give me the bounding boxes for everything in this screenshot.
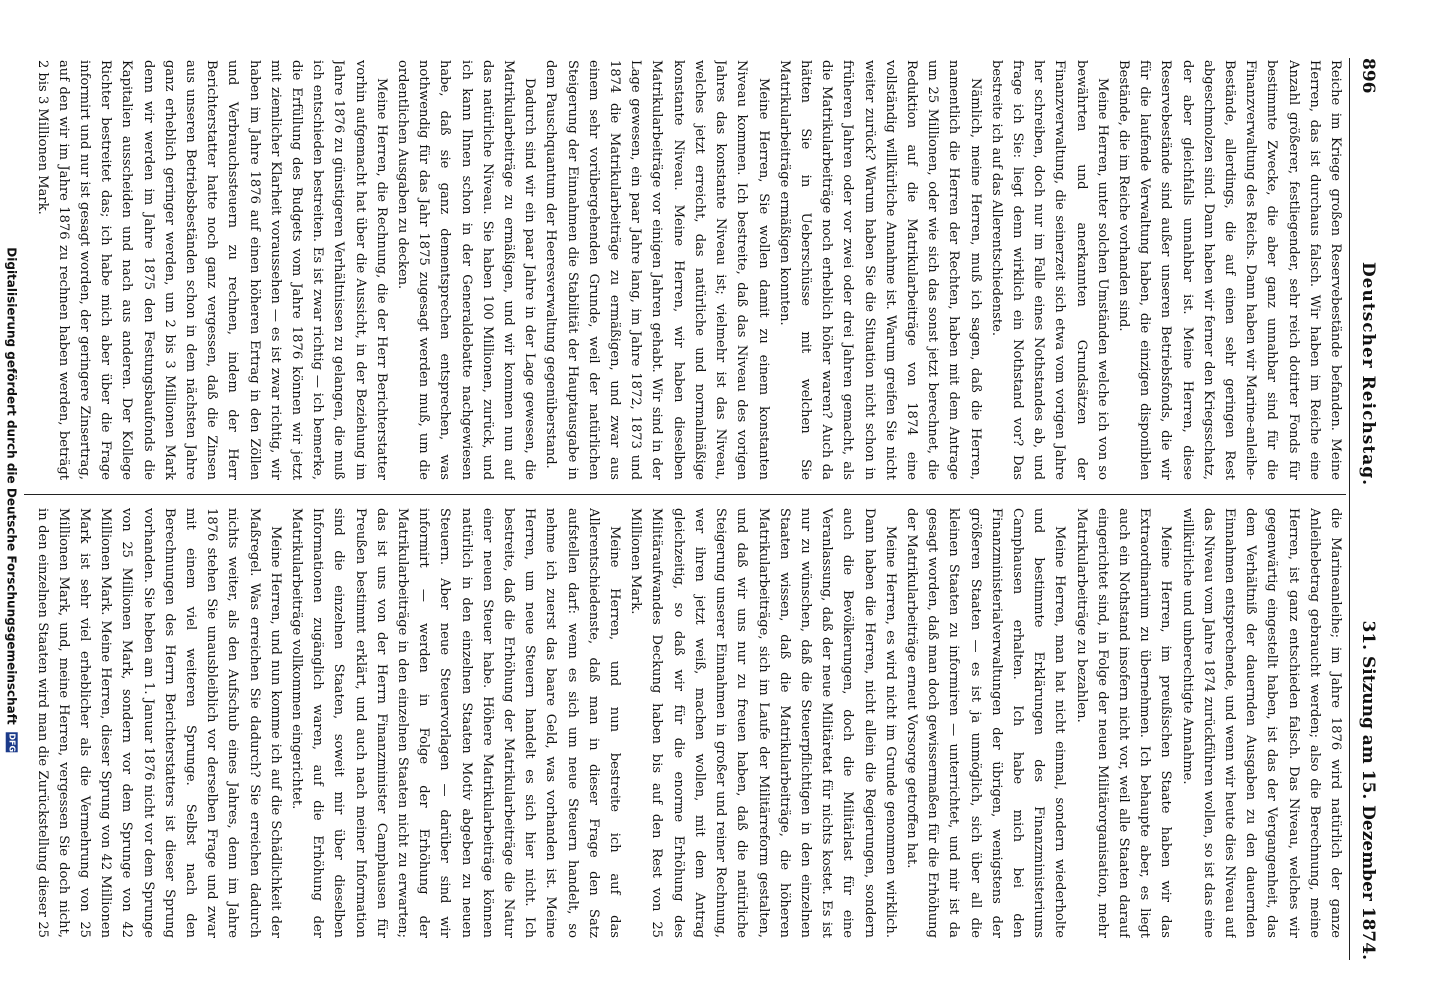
paragraph: Meine Herren, man hat nicht einmal, sondern wiederholte und bestimmte Erklärungen des Finanzministeriums Camphausen erhalten. Ich habe mich bei den Finanzministerialverwaltungen der übrigen, wenigstens der größeren Staaten — es ist ja unmöglich, sich über all die kleinen Staaten zu informiren — unterrichtet, und mir ist da gesagt worden, daß man doch gewissermaßen für die Erhöhung der Matrikularbeiträge erneut Vorsorge getroffen hat. [903, 508, 1068, 938]
running-header [1352, 58, 1378, 960]
paragraph: Meine Herren, es wird nicht im Grunde genommen wirklich. Dann haben die Herren, nicht allein die Regierungen, sondern auch die Bevölkerungen, doch die Militärlast für eine Veranlassung, daß der neue Militäretat für nichts kostet. Es ist nur zu wünschen, daß die Steuerpflichtigen in den einzelnen Staaten wissen, daß die Matrikularbeiträge, die höheren Matrikularbeiträge, sich im Laufe der Militärreform gestalten, und daß wir uns nur zu freuen haben, daß die natürliche Steigerung unserer Einnahmen in großer und reiner Rechnung, wer ihren jetzt weiß, machen wollen, mit dem Antrag gleichzeitig, so daß wir für die enorme Erhöhung des Militäraufwandes Deckung haben bis auf den Rest von 25 Millionen Mark. [628, 508, 898, 938]
page-number: 896 [1358, 58, 1378, 94]
digitization-credit [0, 0, 24, 1000]
paragraph: Nämlich, meine Herren, muß ich sagen, daß die Herren, namentlich die Herren der Rechten, haben mit dem Antrage um 25 Millionen, oder wie sich das sonst jetzt berechnet, die Reduktion auf die Matrikularbeiträge von 1874 eine vollständig willkürliche Annahme ist. Warum greifen Sie nicht weiter zurück? Warum haben Sie die Situation nicht schon in früheren Jahren oder vor zwei oder drei Jahren gemacht, als die Matrikularbeiträge noch erheblich höher waren? Auch da hätten Sie in Ueberschüsse mit welchen Sie Matrikularbeiträge ermäßigen konnten. [776, 60, 983, 480]
text-column-left [30, 60, 1346, 480]
paragraph: Meine Herren, Sie wollen damit zu einem konstanten Niveau kommen. Ich bestreite, daß das Niveau des vorigen Jahres das konstante Niveau ist; vielmehr ist das Niveau, welches jetzt erreicht, das natürliche und normalmäßige konstante Niveau. Meine Herren, wir haben dieselben Matrikularbeiträge vor einigen Jahren gehabt. Wir sind in der Lage gewesen, ein paar Jahre lang, im Jahre 1872, 1873 und 1874 die Matrikularbeiträge zu ermäßigen, und zwar aus einem sehr vorübergehenden Grunde, weil der natürlichen Steigerung der Einnahmen die Stabilität der Hauptausgabe in dem Pauschquantum der Heeresverwaltung gegenüberstand. [543, 60, 771, 480]
dfg-logo-icon: DFG [8, 733, 18, 753]
paragraph: Meine Herren, und nun komme ich auf die Schädlichkeit der Maßregel. Was erreichen Sie dadurch? Sie erreichen dadurch nichts weiter, als den Aufschub eines Jahres, denn im Jahre 1876 stehen Sie unausbleiblich vor derselben Frage und zwar mit einem viel weiteren Sprunge. Selbst nach den Berechnungen des Herrn Berichterstatters ist dieser Sprung vorhanden. Sie heben am 1. Januar 1876 nicht vor dem Sprunge von 25 Millionen Mark, sondern vor dem Sprunge von 42 Millionen Mark. Meine Herren, dieser Sprung von 42 Millionen Mark ist sehr viel erheblicher als die Vermehrung von 25 Millionen Mark, und, meine Herren, vergessen Sie doch nicht, in den einzelnen Staaten wird man die Zurückstellung dieser 25 [34, 508, 283, 938]
paragraph: die Marineanleihe; im Jahre 1876 wird natürlich der ganze Anleihebetrag gebraucht werden; also die Berechnung, meine Herren, ist ganz entschieden falsch. Das Niveau, welches wir gegenwärtig eingestellt haben, ist das der Vergangenheit, das dem Verhältniß der dauernden Ausgaben zu den dauernden Einnahmen entsprechende, und wenn wir heute dies Niveau auf das Niveau vom Jahre 1874 zurückführen wollen, so ist das eine willkürliche und unberechtigte Annahme. [1179, 508, 1343, 938]
paragraph: Dadurch sind wir ein paar Jahre in der Lage gewesen, die Matrikularbeiträge zu ermäßigen, und wir kommen nun auf das natürliche Niveau. Sie haben 100 Millionen, zurück, und ich kann Ihnen schon in der Generaldebatte nachgewiesen habe, daß sie ganz dementsprechen entsprechen, was nothwendig für das Jahr 1875 zugesagt werden muß, um die ordentlichen Ausgaben zu decken. [395, 60, 538, 480]
header-rule [1349, 58, 1350, 960]
session-line: 31. Sitzung am 15. Dezember 1874. [1358, 620, 1378, 960]
column-divider [24, 494, 1346, 495]
credit-text: Digitalisierung gefördert durch die Deutsche Forschungsgemeinschaft [5, 247, 20, 725]
publication-title: Deutscher Reichstag. [1358, 261, 1378, 487]
paragraph: Reiche im Kriege großen Reservebestände befanden. Meine Herren, das ist durchaus falsch. Wir haben im Reiche eine Anzahl größerer, festliegender, sehr reich dotirter Fonds für bestimmte Zwecke, die aber ganz unnahbar sind für die Finanzverwaltung des Reichs. Dann haben wir Marine-anleihe-Bestände, allerdings, die auf einen sehr geringen Rest abgeschmolzen sind. Dann haben wir ferner den Kriegsschatz, der aber gleichfalls unnahbar ist. Meine Herren, diese Reservebestände sind außer unseren Betriebsfonds, die wir für die laufende Verwaltung haben, die einzigen disponiblen Bestände, die im Reiche vorhanden sind. [1115, 60, 1343, 480]
paragraph: Meine Herren, die Rechnung, die der Herr Berichterstatter vorhin aufgemacht hat über die Aussicht, in der Beziehung im Jahre 1876 zu günstigeren Verhältnissen zu gelangen, die muß ich entschieden bestreiten. Es ist zwar richtig — ich bemerke, die Erfüllung des Budgets vom Jahre 1876 können wir jetzt mit ziemlicher Klarheit voraussehen — es ist zwar richtig, wir haben im Jahre 1876 auf einen höheren Ertrag in den Zöllen und Verbrauchssteuern zu rechnen, indem der Herr Berichterstatter hatte noch ganz vergessen, daß die Zinsen aus unseren Betriebsbeständen schon in dem nächsten Jahre ganz erheblich geringer werden, um 2 bis 3 Millionen Mark denn wir werden im Jahre 1875 den Festungsbaufonds die Kapitalien ausscheiden und nach aus anderen. Der Kollege Richter bestreitet das; ich habe mich aber über die Frage informirt und nur ist gesagt worden, der geringere Zinsertrag, auf den wir im Jahre 1876 zu rechnen haben werden, beträgt 2 bis 3 Millionen Mark. [34, 60, 389, 480]
paragraph: Meine Herren, im preußischen Staate haben wir das Extraordinarium zu übernehmen. Ich behaupte aber, es liegt auch ein Nothstand insofern nicht vor, weil alle Staaten darauf eingerichtet sind, in Folge der neuen Militärorganisation, mehr Matrikularbeiträge zu bezahlen. [1073, 508, 1174, 938]
paragraph: Meine Herren, unter solchen Umständen welche ich von so bewährten und anerkannten Grundsätzen der Finanzverwaltung, die seinerzeit sich etwa vom vorigen Jahre her schreiben, doch nur im Falle eines Nothstandes ab, und frage ich Sie: liegt denn wirklich ein Nothstand vor? Das bestreite ich auf das Allerentschiedenste. [988, 60, 1110, 480]
paragraph: Meine Herren, und nun bestreite ich auf das Allerentschiedenste, daß man in dieser Frage den Satz aufstellen darf: wenn es sich um neue Steuern handelt, so nehme ich zuerst das baare Geld, was vorhanden ist. Meine Herren, um neue Steuern handelt es sich hier nicht. Ich bestreite, daß die Erhöhung der Matrikularbeiträge die Natur einer neuen Steuer habe. Höhere Matrikularbeiträge können natürlich in den einzelnen Staaten Motiv abgeben zu neuen Steuern. Aber neue Steuervorlagen — darüber sind wir informirt — werden in Folge der Erhöhung der Matrikularbeiträge in den einzelnen Staaten nicht zu erwarten; das ist uns von der Herrn Finanzminister Camphausen für Preußen bestimmt erklärt, und auch nach meiner Information sind die einzelnen Staaten, soweit mir über dieselben Informationen zugänglich waren, auf die Erhöhung der Matrikularbeiträge vollkommen eingerichtet. [289, 508, 623, 938]
text-column-right [30, 508, 1346, 938]
